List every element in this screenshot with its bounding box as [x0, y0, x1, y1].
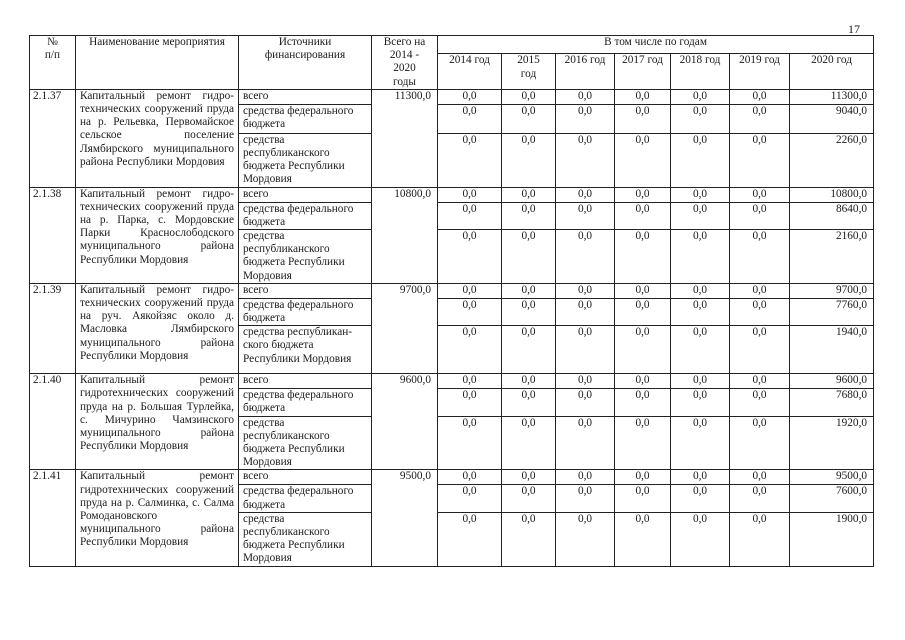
year-value: 0,0: [438, 470, 502, 485]
year-value: 0,0: [615, 104, 671, 133]
year-value: 0,0: [615, 89, 671, 104]
header-year: 2018 год: [671, 54, 730, 89]
year-value: 1940,0: [790, 326, 874, 374]
year-value: 0,0: [438, 104, 502, 133]
year-value: 0,0: [556, 374, 615, 389]
year-value: 0,0: [438, 326, 502, 374]
header-name: Наименование мероприятия: [76, 36, 239, 90]
funding-source: всего: [239, 283, 372, 298]
year-value: 0,0: [502, 202, 556, 229]
year-value: 0,0: [615, 133, 671, 187]
year-value: 0,0: [671, 283, 730, 298]
year-value: 0,0: [671, 298, 730, 325]
year-value: 0,0: [730, 133, 790, 187]
year-value: 7680,0: [790, 389, 874, 416]
year-value: 0,0: [730, 389, 790, 416]
year-value: 0,0: [438, 374, 502, 389]
year-value: 0,0: [615, 374, 671, 389]
year-value: 0,0: [556, 283, 615, 298]
year-value: 1900,0: [790, 512, 874, 566]
funding-source: средства республиканского бюджета Республики Мордовия: [239, 416, 372, 470]
year-value: 0,0: [671, 416, 730, 470]
year-value: 0,0: [615, 389, 671, 416]
year-value: 0,0: [671, 89, 730, 104]
funding-source: всего: [239, 374, 372, 389]
year-value: 0,0: [502, 89, 556, 104]
year-value: 0,0: [671, 202, 730, 229]
year-value: 0,0: [730, 470, 790, 485]
year-value: 0,0: [438, 389, 502, 416]
year-value: 0,0: [556, 389, 615, 416]
year-value: 0,0: [556, 230, 615, 284]
header-year: 2015 год: [502, 54, 556, 89]
year-value: 0,0: [615, 283, 671, 298]
year-value: 0,0: [730, 283, 790, 298]
header-year: 2014 год: [438, 54, 502, 89]
table-header: [30, 36, 874, 90]
year-value: 0,0: [730, 416, 790, 470]
year-value: 0,0: [730, 485, 790, 512]
year-value: 0,0: [502, 470, 556, 485]
year-value: 0,0: [438, 512, 502, 566]
year-value: 0,0: [615, 298, 671, 325]
year-value: 0,0: [671, 187, 730, 202]
year-value: 8640,0: [790, 202, 874, 229]
year-value: 1920,0: [790, 416, 874, 470]
funding-source: средства федерального бюджета: [239, 485, 372, 512]
header-year: 2016 год: [556, 54, 615, 89]
year-value: 0,0: [730, 374, 790, 389]
year-value: 0,0: [438, 485, 502, 512]
page-number: 17: [848, 22, 860, 36]
year-value: 0,0: [671, 389, 730, 416]
year-value: 0,0: [502, 133, 556, 187]
financing-table: [29, 35, 874, 567]
year-value: 0,0: [730, 104, 790, 133]
year-value: 0,0: [502, 374, 556, 389]
year-value: 0,0: [615, 470, 671, 485]
total-amount: 9500,0: [372, 470, 438, 566]
year-value: 9040,0: [790, 104, 874, 133]
year-value: 0,0: [502, 416, 556, 470]
year-value: 0,0: [556, 326, 615, 374]
funding-source: всего: [239, 187, 372, 202]
row-number: 2.1.37: [30, 89, 76, 187]
table-row-measure: [30, 283, 874, 298]
year-value: 0,0: [730, 298, 790, 325]
year-value: 0,0: [502, 104, 556, 133]
header-num: № п/п: [30, 36, 76, 90]
year-value: 11300,0: [790, 89, 874, 104]
year-value: 9700,0: [790, 283, 874, 298]
funding-source: средства республиканского бюджета Республики Мордовия: [239, 230, 372, 284]
header-total: Всего на 2014 - 2020 годы: [372, 36, 438, 90]
total-amount: 9700,0: [372, 283, 438, 373]
year-value: 9600,0: [790, 374, 874, 389]
year-value: 0,0: [438, 202, 502, 229]
year-value: 0,0: [730, 326, 790, 374]
year-value: 0,0: [671, 326, 730, 374]
row-number: 2.1.39: [30, 283, 76, 373]
funding-source: всего: [239, 470, 372, 485]
year-value: 0,0: [615, 485, 671, 512]
measure-name: Капитальный ремонт гидротехнических сооружений пруда на р. Салминка, с. Салма Ромодановского муниципального района Республики Мордовия: [76, 470, 239, 566]
header-year: 2020 год: [790, 54, 874, 89]
year-value: 9500,0: [790, 470, 874, 485]
year-value: 0,0: [556, 298, 615, 325]
table-row-measure: [30, 187, 874, 202]
year-value: 0,0: [438, 187, 502, 202]
year-value: 0,0: [556, 512, 615, 566]
year-value: 0,0: [502, 512, 556, 566]
year-value: 0,0: [438, 133, 502, 187]
year-value: 0,0: [730, 187, 790, 202]
year-value: 0,0: [615, 202, 671, 229]
funding-source: средства республиканского бюджета Республики Мордовия: [239, 512, 372, 566]
year-value: 0,0: [671, 512, 730, 566]
year-value: 0,0: [730, 230, 790, 284]
year-value: 0,0: [730, 512, 790, 566]
year-value: 0,0: [615, 326, 671, 374]
year-value: 0,0: [671, 485, 730, 512]
year-value: 0,0: [671, 470, 730, 485]
year-value: 0,0: [556, 104, 615, 133]
row-number: 2.1.38: [30, 187, 76, 283]
year-value: 0,0: [556, 89, 615, 104]
year-value: 0,0: [502, 187, 556, 202]
year-value: 0,0: [556, 202, 615, 229]
year-value: 0,0: [556, 416, 615, 470]
funding-source: средства федерального бюджета: [239, 104, 372, 133]
header-by-years: В том числе по годам: [438, 36, 874, 54]
table-body: [30, 89, 874, 566]
year-value: 0,0: [502, 298, 556, 325]
year-value: 0,0: [438, 298, 502, 325]
year-value: 0,0: [438, 283, 502, 298]
row-number: 2.1.41: [30, 470, 76, 566]
funding-source: средства республиканского бюджета Республики Мордовия: [239, 133, 372, 187]
funding-source: средства республикан-ского бюджета Республики Мордовия: [239, 326, 372, 374]
funding-source: всего: [239, 89, 372, 104]
funding-source: средства федерального бюджета: [239, 389, 372, 416]
header-year: 2017 год: [615, 54, 671, 89]
year-value: 0,0: [438, 416, 502, 470]
year-value: 0,0: [502, 389, 556, 416]
year-value: 0,0: [556, 485, 615, 512]
year-value: 0,0: [671, 230, 730, 284]
table-row-measure: [30, 89, 874, 104]
funding-source: средства федерального бюджета: [239, 298, 372, 325]
year-value: 0,0: [730, 89, 790, 104]
year-value: 0,0: [556, 187, 615, 202]
header-sources: Источники финансирования: [239, 36, 372, 90]
year-value: 0,0: [556, 133, 615, 187]
year-value: 0,0: [502, 326, 556, 374]
year-value: 2160,0: [790, 230, 874, 284]
year-value: 0,0: [615, 416, 671, 470]
year-value: 0,0: [502, 230, 556, 284]
year-value: 0,0: [502, 283, 556, 298]
year-value: 7760,0: [790, 298, 874, 325]
year-value: 0,0: [671, 133, 730, 187]
measure-name: Капитальный ремонт гидро-технических сооружений пруда на р. Парка, с. Мордовские Парки Краснослободского муниципального района Республики Мордовия: [76, 187, 239, 283]
year-value: 10800,0: [790, 187, 874, 202]
year-value: 0,0: [615, 512, 671, 566]
year-value: 7600,0: [790, 485, 874, 512]
measure-name: Капитальный ремонт гидротехнических сооружений пруда на р. Большая Турлейка, с. Мичурино Чамзинского муниципального района Республики Мордовия: [76, 374, 239, 470]
table-row-measure: [30, 470, 874, 485]
total-amount: 11300,0: [372, 89, 438, 187]
total-amount: 9600,0: [372, 374, 438, 470]
year-value: 0,0: [671, 104, 730, 133]
funding-source: средства федерального бюджета: [239, 202, 372, 229]
header-year: 2019 год: [730, 54, 790, 89]
year-value: 0,0: [556, 470, 615, 485]
year-value: 0,0: [671, 374, 730, 389]
year-value: 0,0: [615, 230, 671, 284]
row-number: 2.1.40: [30, 374, 76, 470]
table-row-measure: [30, 374, 874, 389]
year-value: 0,0: [615, 187, 671, 202]
year-value: 0,0: [438, 89, 502, 104]
year-value: 2260,0: [790, 133, 874, 187]
year-value: 0,0: [502, 485, 556, 512]
total-amount: 10800,0: [372, 187, 438, 283]
measure-name: Капитальный ремонт гидро-технических сооружений пруда на р. Рельевка, Первомайское сельское поселение Лямбирского муниципального района Республики Мордовия: [76, 89, 239, 187]
year-value: 0,0: [730, 202, 790, 229]
measure-name: Капитальный ремонт гидро-технических сооружений пруда на руч. Аякойзяс около д. Масловка Лямбирского муниципального района Республики Мордовия: [76, 283, 239, 373]
year-value: 0,0: [438, 230, 502, 284]
